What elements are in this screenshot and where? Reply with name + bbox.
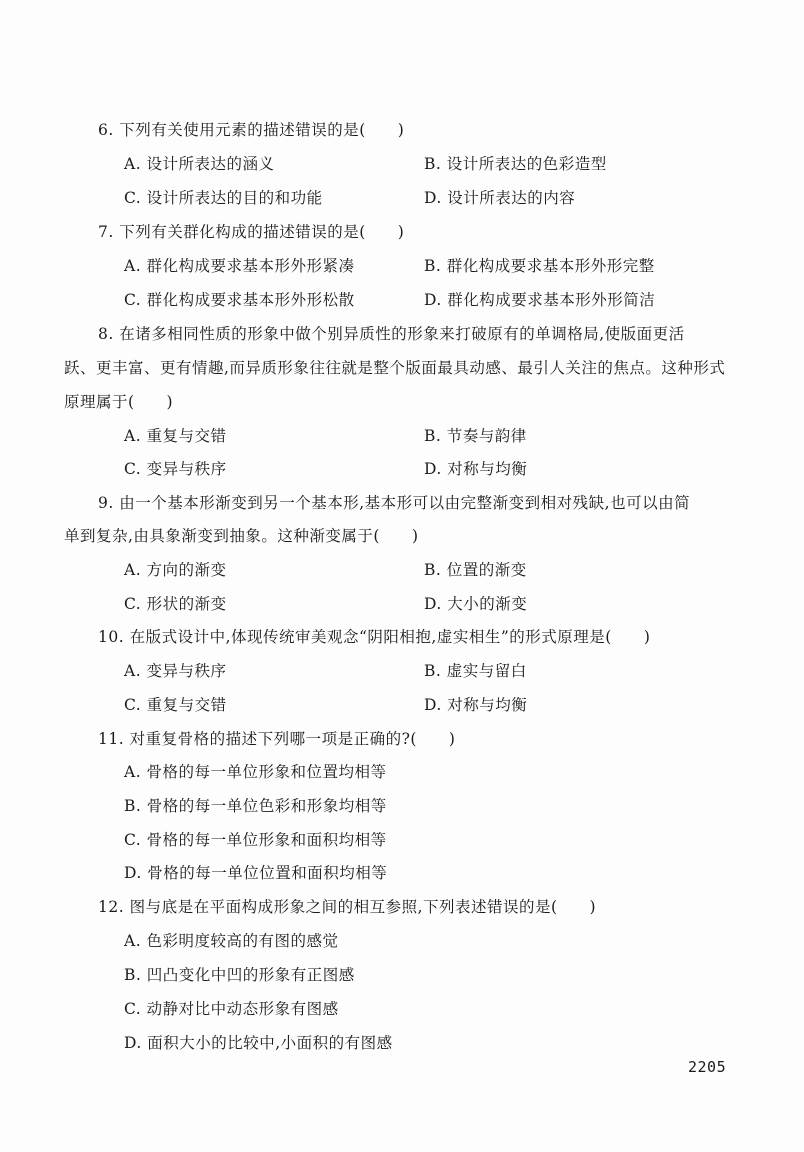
question-8-option-a: A. 重复与交错 bbox=[124, 427, 227, 445]
question-8-stem-line-2: 跃、更丰富、更有情趣,而异质形象往往就是整个版面最具动感、最引人关注的焦点。这种形式 bbox=[64, 359, 726, 377]
question-8-stem-line-1: 8. 在诸多相同性质的形象中做个别异质性的形象来打破原有的单调格局,使版面更活 bbox=[98, 325, 685, 343]
question-9-option-d: D. 大小的渐变 bbox=[424, 595, 528, 613]
question-10-option-c: C. 重复与交错 bbox=[124, 696, 227, 714]
question-11-option-b: B. 骨格的每一单位色彩和形象均相等 bbox=[124, 797, 387, 815]
question-8-option-b: B. 节奏与韵律 bbox=[424, 427, 527, 445]
question-7-option-d: D. 群化构成要求基本形外形简洁 bbox=[424, 291, 656, 309]
question-9-option-a: A. 方向的渐变 bbox=[124, 561, 227, 579]
question-12-option-d: D. 面积大小的比较中,小面积的有图感 bbox=[124, 1034, 393, 1052]
question-11-option-c: C. 骨格的每一单位形象和面积均相等 bbox=[124, 831, 387, 849]
question-12-option-b: B. 凹凸变化中凹的形象有正图感 bbox=[124, 966, 355, 984]
question-7-stem: 7. 下列有关群化构成的描述错误的是( ) bbox=[98, 223, 405, 241]
question-10-stem: 10. 在版式设计中,体现传统审美观念“阴阳相抱,虚实相生”的形式原理是( ) bbox=[98, 628, 651, 646]
question-9-stem-line-1: 9. 由一个基本形渐变到另一个基本形,基本形可以由完整渐变到相对残缺,也可以由简 bbox=[98, 494, 691, 512]
question-10-option-d: D. 对称与均衡 bbox=[424, 696, 528, 714]
question-7-option-c: C. 群化构成要求基本形外形松散 bbox=[124, 291, 355, 309]
question-11-option-d: D. 骨格的每一单位位置和面积均相等 bbox=[124, 864, 388, 882]
question-6-option-d: D. 设计所表达的内容 bbox=[424, 189, 576, 207]
page-number: 2205 bbox=[688, 1058, 727, 1076]
question-9-stem-line-2: 单到复杂,由具象渐变到抽象。这种渐变属于( ) bbox=[64, 527, 419, 545]
question-7-option-b: B. 群化构成要求基本形外形完整 bbox=[424, 257, 655, 275]
question-8-option-d: D. 对称与均衡 bbox=[424, 460, 528, 478]
question-6-stem: 6. 下列有关使用元素的描述错误的是( ) bbox=[98, 121, 405, 139]
question-10-option-a: A. 变异与秩序 bbox=[124, 662, 227, 680]
question-6-option-a: A. 设计所表达的涵义 bbox=[124, 155, 275, 173]
question-12-stem: 12. 图与底是在平面构成形象之间的相互参照,下列表述错误的是( ) bbox=[98, 898, 597, 916]
question-8-stem-line-3: 原理属于( ) bbox=[64, 393, 174, 411]
question-10-option-b: B. 虚实与留白 bbox=[424, 662, 527, 680]
question-9-option-c: C. 形状的渐变 bbox=[124, 595, 227, 613]
question-7-option-a: A. 群化构成要求基本形外形紧凑 bbox=[124, 257, 355, 275]
question-6-option-b: B. 设计所表达的色彩造型 bbox=[424, 155, 607, 173]
question-12-option-a: A. 色彩明度较高的有图的感觉 bbox=[124, 932, 339, 950]
question-12-option-c: C. 动静对比中动态形象有图感 bbox=[124, 1000, 339, 1018]
question-8-option-c: C. 变异与秩序 bbox=[124, 460, 227, 478]
question-6-option-c: C. 设计所表达的目的和功能 bbox=[124, 189, 323, 207]
question-11-stem: 11. 对重复骨格的描述下列哪一项是正确的?( ) bbox=[98, 730, 456, 748]
question-9-option-b: B. 位置的渐变 bbox=[424, 561, 527, 579]
question-11-option-a: A. 骨格的每一单位形象和位置均相等 bbox=[124, 763, 387, 781]
